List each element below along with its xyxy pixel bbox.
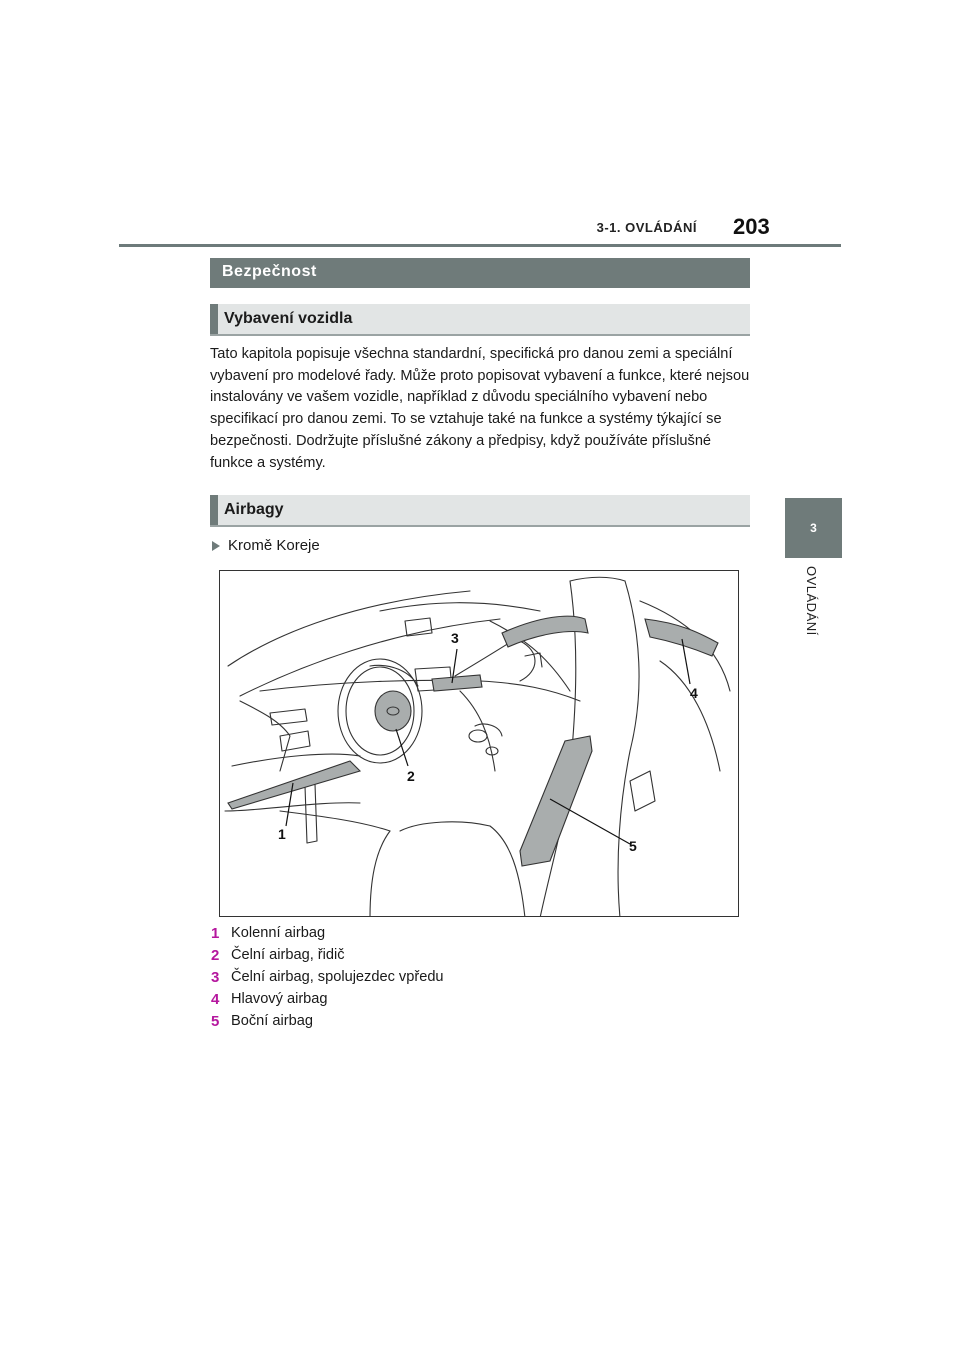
legend-item [211,966,444,988]
triangle-bullet-icon [212,541,220,551]
legend-item [211,988,444,1010]
airbag-legend [211,922,444,1032]
header-divider [119,244,841,247]
figure-callout-3: 3 [451,630,459,646]
legend-item-label: Boční airbag [231,1013,313,1029]
chapter-tab-number: 3 [785,498,842,558]
page-number: 203 [733,214,770,239]
legend-item [211,1010,444,1032]
side-airbag-shape [520,736,592,866]
legend-item [211,922,444,944]
main-heading: Bezpečnost [210,258,750,288]
airbag-illustration [219,570,739,917]
subheading-airbags [210,495,750,527]
header-section-title: 3-1. OVLÁDÁNÍ [596,220,697,235]
driver-airbag-shape [375,691,411,731]
subheading-vehicle-equipment [210,304,750,336]
airbag-illustration-drawing [220,571,739,917]
legend-item-number: 3 [211,968,220,986]
legend-item-number: 2 [211,946,220,964]
legend-item [211,944,444,966]
legend-item-number: 4 [211,990,220,1008]
legend-item-number: 5 [211,1012,220,1030]
subheading-vehicle-equipment-label: Vybavení vozidla [224,310,353,327]
subheading-airbags-label: Airbagy [224,501,284,518]
bullet-item-label: Kromě Koreje [228,537,320,554]
chapter-tab-label: OVLÁDÁNÍ [804,566,819,636]
legend-item-label: Hlavový airbag [231,991,328,1007]
passenger-airbag-shape [432,675,482,691]
bullet-item [212,537,320,554]
figure-callout-5: 5 [629,838,637,854]
knee-airbag-shape [228,761,360,809]
vehicle-equipment-paragraph: Tato kapitola popisuje všechna standardní, specifická pro danou zemi a speciální vybavení pro modelové řady. Může proto popisovat vybavení a funkce, které nejsou instalovány ve vašem vozidle, například z důvodu speciálního vybavení nebo specifikací pro danou zemi. To se vztahuje také na funkce a systémy týkající se bezpečnosti. Dodržujte příslušné zákony a předpisy, když používáte příslušné funkce a systémy. [210,346,750,471]
legend-item-label: Kolenní airbag [231,925,326,941]
figure-callout-2: 2 [407,768,415,784]
figure-callout-1: 1 [278,826,286,842]
figure-callout-4: 4 [690,685,698,701]
legend-item-label: Čelní airbag, spolujezdec vpředu [231,969,444,985]
legend-item-number: 1 [211,924,220,942]
legend-item-label: Čelní airbag, řidič [231,947,345,963]
